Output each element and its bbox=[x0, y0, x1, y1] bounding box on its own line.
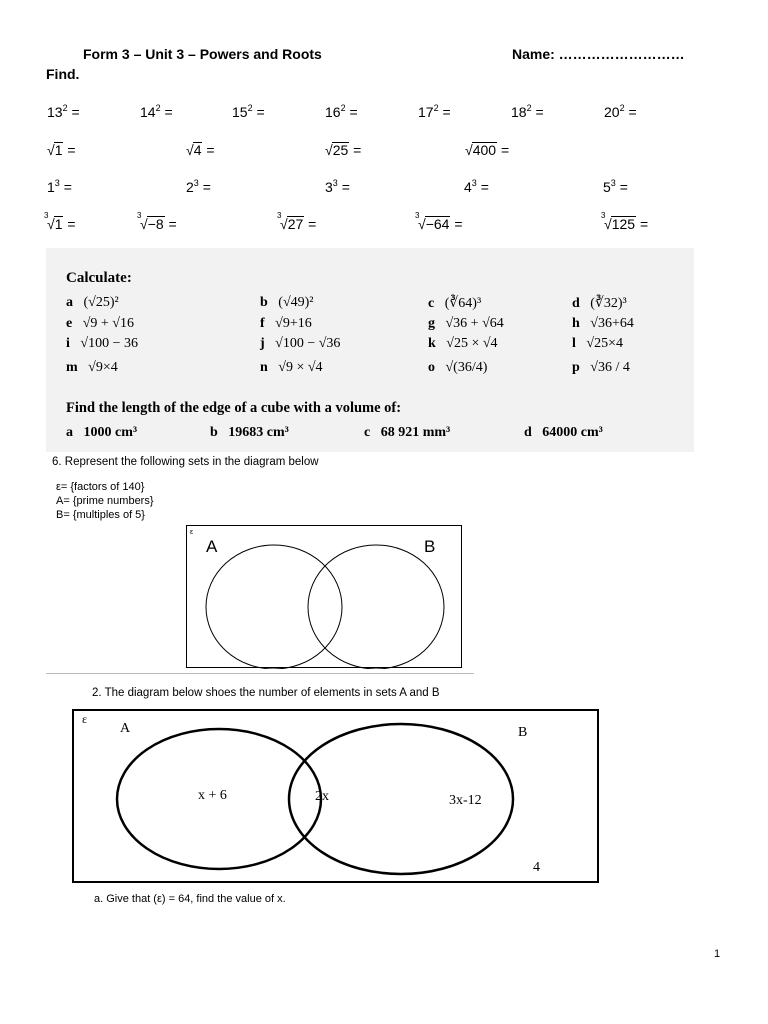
square-item: $20^2$ = bbox=[604, 103, 637, 120]
sqrt-item: √4 = bbox=[186, 142, 215, 158]
q6-set-a-circle bbox=[206, 545, 342, 669]
cube-item: $3^3$ = bbox=[325, 178, 350, 195]
sqrt-item: √400 = bbox=[465, 142, 510, 158]
cube-item: $2^3$ = bbox=[186, 178, 211, 195]
calc-item: b (√49)² bbox=[260, 295, 314, 310]
cube-item: $1^3$ = bbox=[47, 178, 72, 195]
calc-item: e √9 + √16 bbox=[66, 316, 134, 331]
square-item: $15^2$ = bbox=[232, 103, 265, 120]
q6-label-b: B bbox=[424, 537, 436, 556]
q6-set-b-circle bbox=[308, 545, 444, 669]
cbrt-item: 3 √−64 = bbox=[415, 211, 463, 232]
q2-intersection-value: 2x bbox=[315, 789, 329, 804]
cube-edge-item: a 1000 cm³ bbox=[66, 425, 138, 440]
calc-item: n √9 × √4 bbox=[260, 360, 323, 375]
calculate-heading: Calculate: bbox=[66, 270, 132, 286]
cube-item: $5^3$ = bbox=[603, 178, 628, 195]
worksheet-title: Form 3 – Unit 3 – Powers and Roots bbox=[83, 46, 322, 62]
q2-part-a: a. Give that (ε) = 64, find the value of x. bbox=[94, 893, 286, 905]
calc-item: g √36 + √64 bbox=[428, 316, 504, 331]
q2-label-b: B bbox=[518, 725, 528, 740]
calc-item: j √100 − √36 bbox=[260, 336, 341, 351]
q2-only-a-value: x + 6 bbox=[198, 788, 227, 803]
calc-item: a (√25)² bbox=[66, 295, 119, 310]
cbrt-item: 3 √1 = bbox=[44, 211, 76, 232]
square-item: $16^2$ = bbox=[325, 103, 358, 120]
calc-item: c (∛64)³ bbox=[428, 296, 482, 311]
q2-only-b-value: 3x-12 bbox=[449, 793, 482, 808]
cbrt-item: 3 √−8 = bbox=[137, 211, 177, 232]
calc-item: h √36+64 bbox=[572, 316, 634, 331]
page-number: 1 bbox=[714, 948, 721, 960]
calc-item: o √(36/4) bbox=[428, 360, 488, 375]
cube-edge-item: d 64000 cm³ bbox=[524, 425, 603, 440]
q2-universal-symbol: ε bbox=[82, 712, 88, 726]
sqrt-item: √25 = bbox=[325, 142, 362, 158]
calc-item: i √100 − 36 bbox=[66, 336, 138, 351]
q6-venn-diagram bbox=[186, 525, 463, 669]
cube-item: $4^3$ = bbox=[464, 178, 489, 195]
cube-edge-item: c 68 921 mm³ bbox=[364, 425, 451, 440]
sqrt-item: √1 = bbox=[47, 142, 76, 158]
q6-title: 6. Represent the following sets in the diagram below bbox=[52, 456, 319, 468]
square-item: $14^2$ = bbox=[140, 103, 173, 120]
square-item: $13^2$ = bbox=[47, 103, 80, 120]
calc-item: l √25×4 bbox=[572, 336, 623, 351]
cbrt-item: 3 √27 = bbox=[277, 211, 317, 232]
square-item: $18^2$ = bbox=[511, 103, 544, 120]
section-divider bbox=[46, 673, 474, 674]
q6-set-a: A= {prime numbers} bbox=[56, 495, 154, 507]
calc-item: p √36 / 4 bbox=[572, 360, 630, 375]
square-item: $17^2$ = bbox=[418, 103, 451, 120]
cbrt-item: 3 √125 = bbox=[601, 211, 649, 232]
q6-label-a: A bbox=[206, 537, 218, 556]
q6-universal-symbol: ε bbox=[190, 529, 194, 536]
name-field-label: Name: ……………………… bbox=[512, 46, 685, 62]
calc-item: m √9×4 bbox=[66, 360, 118, 375]
find-label: Find. bbox=[46, 66, 80, 82]
calc-item: k √25 × √4 bbox=[428, 336, 498, 351]
q2-outside-value: 4 bbox=[533, 860, 540, 875]
q6-set-b: B= {multiples of 5} bbox=[56, 509, 145, 521]
q2-title: 2. The diagram below shoes the number of elements in sets A and B bbox=[92, 687, 440, 699]
q6-set-universal: ε= {factors of 140} bbox=[56, 481, 145, 493]
q2-venn-diagram bbox=[72, 709, 600, 885]
cube-edge-heading: Find the length of the edge of a cube with a volume of: bbox=[66, 400, 402, 416]
calc-item: f √9+16 bbox=[260, 316, 312, 331]
cube-edge-item: b 19683 cm³ bbox=[210, 425, 289, 440]
calc-item: d (∛32)³ bbox=[572, 296, 627, 311]
q2-label-a: A bbox=[120, 721, 131, 736]
q6-universal-rectangle bbox=[187, 526, 462, 668]
